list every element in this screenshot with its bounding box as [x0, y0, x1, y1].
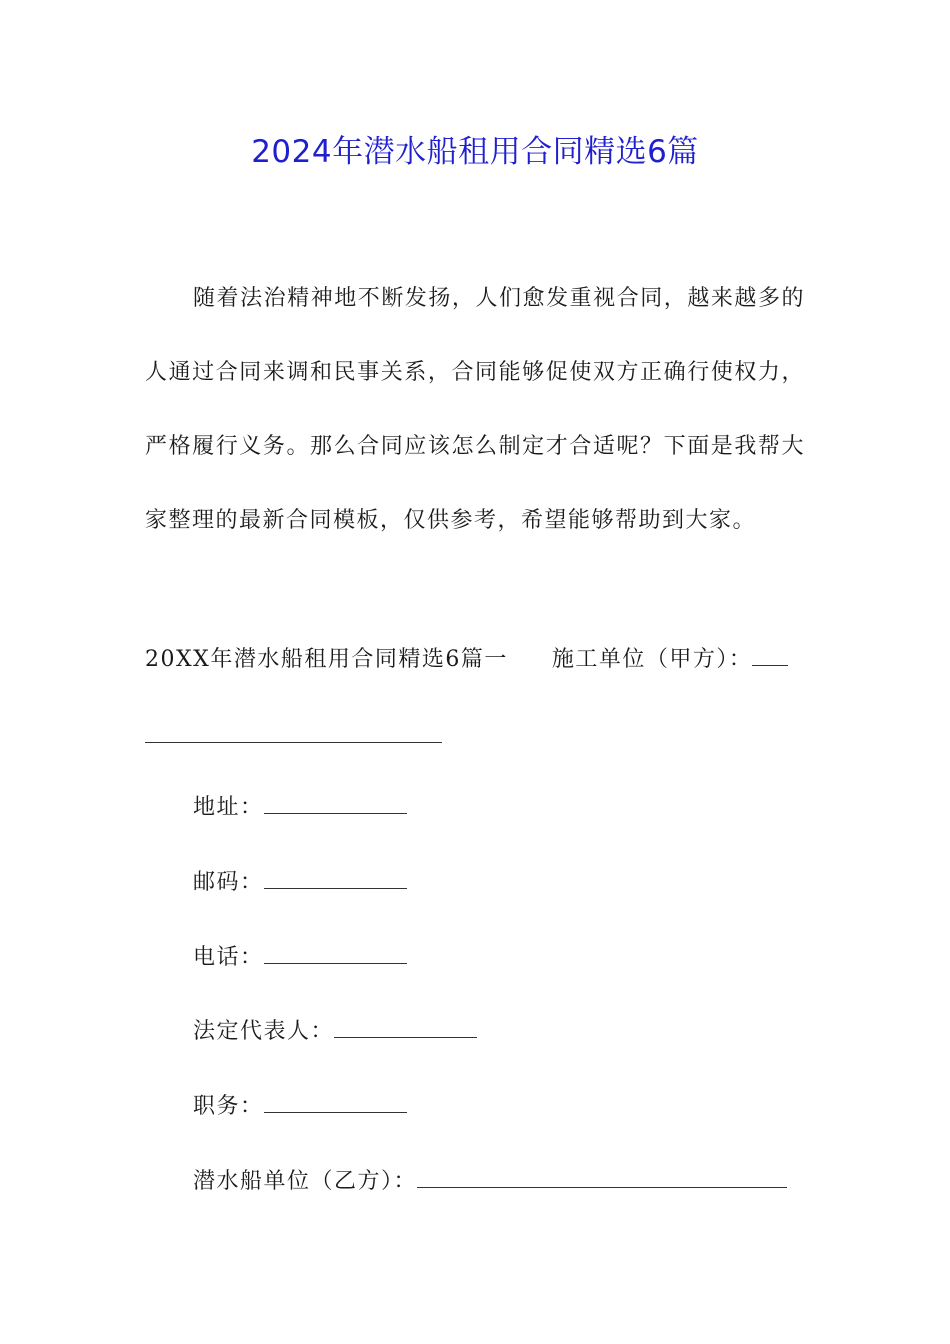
address-blank	[264, 789, 407, 814]
section-heading: 20XX年潜水船租用合同精选6篇一	[145, 647, 508, 672]
intro-paragraph: 随着法治精神地不断发扬，人们愈发重视合同，越来越多的人通过合同来调和民事关系，合同能够促使双方正确行使权力，严格履行义务。那么合同应该怎么制定才合适呢？下面是我帮大家整理的最新合同模板，仅供参考，希望能够帮助到大家。	[145, 286, 805, 533]
position-label: 职务：	[193, 1094, 264, 1119]
postcode-line	[193, 863, 407, 903]
postcode-blank	[264, 864, 407, 889]
party-a-blank	[752, 641, 788, 666]
phone-label: 电话：	[193, 945, 264, 970]
legal-rep-label: 法定代表人：	[193, 1019, 335, 1044]
position-blank	[264, 1088, 407, 1113]
section-heading-line	[145, 640, 788, 680]
document-title: 2024年潜水船租用合同精选6篇	[251, 134, 699, 170]
legal-rep-line	[193, 1012, 477, 1052]
address-label: 地址：	[193, 795, 264, 820]
party-b-blank	[417, 1163, 787, 1188]
phone-line	[193, 938, 407, 978]
position-line	[193, 1087, 407, 1127]
postcode-label: 邮码：	[193, 870, 264, 895]
phone-blank	[264, 939, 407, 964]
legal-rep-blank	[334, 1013, 477, 1038]
party-a-blank-continued	[145, 718, 442, 743]
address-line	[193, 788, 407, 828]
party-b-line	[193, 1162, 787, 1202]
party-b-label: 潜水船单位（乙方）：	[193, 1169, 418, 1194]
party-a-label: 施工单位（甲方）：	[551, 647, 753, 672]
